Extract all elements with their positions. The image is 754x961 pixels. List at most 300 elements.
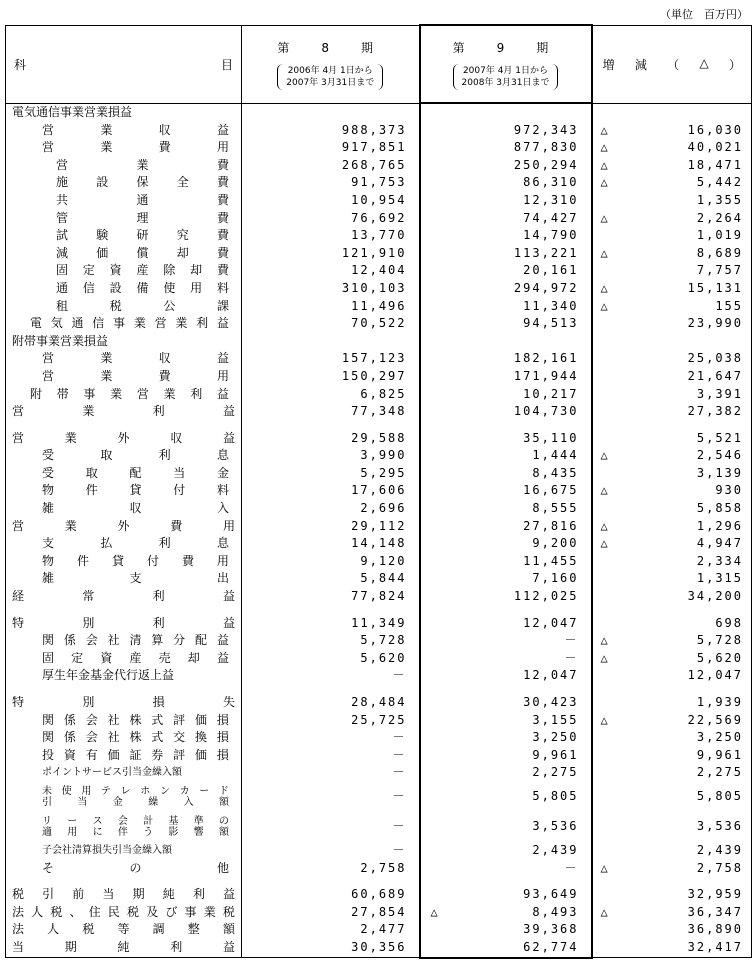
period9-value: 86,310	[420, 174, 592, 192]
row-label	[42, 747, 229, 765]
row-label	[42, 465, 229, 483]
label-char: 業	[82, 404, 95, 419]
table-header-row	[6, 25, 752, 103]
change-value: 32,959	[592, 886, 752, 904]
change-value: 5,858	[592, 500, 752, 518]
label-char: 益	[222, 589, 235, 604]
table-row	[6, 812, 752, 842]
row-label	[42, 712, 229, 730]
row-label	[42, 482, 229, 500]
period8-value: 25,725	[242, 712, 420, 730]
row-label	[56, 245, 229, 263]
label-char: 費	[216, 263, 229, 278]
change-value: 27,382	[592, 403, 752, 421]
period9-value: 2,439	[420, 842, 592, 860]
label-char: ー	[199, 785, 210, 797]
period8-range-end: 2007年 3月31日まで	[286, 77, 375, 88]
label-char: 利	[152, 615, 165, 630]
label-char: 産	[136, 263, 149, 278]
label-char: 調	[152, 922, 165, 937]
negative-mark: △	[600, 518, 608, 533]
change-header-char: △	[699, 55, 709, 70]
label-char: 人	[47, 922, 60, 937]
period9-value: 12,310	[420, 192, 592, 210]
period8-range	[277, 64, 383, 90]
negative-mark: △	[600, 860, 608, 875]
label-char: ド	[218, 785, 229, 797]
label-char: 特	[12, 615, 25, 630]
label-char: 失	[222, 695, 235, 709]
table-row	[6, 174, 752, 192]
table-row	[6, 103, 752, 122]
label-char: 益	[216, 316, 229, 331]
period9-value: 171,944	[420, 368, 592, 386]
change-value: △ 1,296	[592, 518, 752, 536]
label-char: 式	[151, 712, 164, 727]
change-value: 3,391	[592, 386, 752, 404]
label-char: ー	[67, 815, 78, 827]
label-char: 費	[216, 228, 229, 243]
label-char: 収	[158, 351, 171, 366]
row-label-cell	[6, 921, 242, 939]
change-value: △ 22,569	[592, 712, 752, 730]
label-char: 当	[102, 887, 115, 902]
table-row	[6, 403, 752, 421]
period8-value	[242, 333, 420, 351]
change-value: △ 930	[592, 482, 752, 500]
change-value: 36,890	[592, 921, 752, 939]
label-char: 業	[100, 368, 113, 383]
label-char: 外	[117, 518, 130, 533]
spacer-cell	[242, 685, 420, 694]
label-char: 券	[151, 747, 164, 762]
table-row	[6, 430, 752, 448]
period8-value: 29,112	[242, 518, 420, 536]
change-value: 2,439	[592, 842, 752, 860]
label-char: 管	[56, 210, 69, 225]
table-row	[6, 447, 752, 465]
period9-range	[453, 64, 559, 90]
row-label	[42, 764, 229, 782]
label-char: 事	[83, 386, 96, 401]
change-value: 9,961	[592, 747, 752, 765]
period8-value: 5,620	[242, 650, 420, 668]
row-label-cell	[6, 368, 242, 386]
period8-value: 3,990	[242, 447, 420, 465]
row-label	[56, 280, 229, 298]
label-char: 金	[216, 465, 229, 480]
period8-title: 第 8 期	[277, 40, 384, 55]
row-label	[42, 842, 229, 860]
period9-value: 972,343	[420, 122, 592, 140]
spacer-row	[6, 606, 752, 615]
change-header-char: （	[667, 57, 680, 72]
period9-value: 3,155	[420, 712, 592, 730]
change-value: 32,417	[592, 939, 752, 958]
row-label-line	[42, 786, 229, 797]
table-row	[6, 939, 752, 958]
table-row	[6, 139, 752, 157]
label-char: 株	[129, 730, 142, 745]
label-char: 業	[100, 351, 113, 366]
label-char: 響	[193, 826, 204, 838]
period8-value: －	[242, 729, 420, 747]
label-char: 究	[176, 228, 189, 243]
row-label-cell	[6, 886, 242, 904]
label-char: 利	[192, 887, 205, 902]
period8-value: 988,373	[242, 122, 420, 140]
label-char: 用	[216, 140, 229, 155]
change-value: 2,334	[592, 553, 752, 571]
label-char: 業	[163, 386, 176, 401]
period8-value: 12,404	[242, 262, 420, 280]
spacer-cell	[242, 877, 420, 886]
table-row	[6, 262, 752, 280]
table-row	[6, 842, 752, 860]
spacer-cell	[592, 877, 752, 886]
label-char: 当	[77, 796, 88, 808]
label-char: 営	[42, 140, 55, 155]
table-row	[6, 122, 752, 140]
row-label-cell	[6, 812, 242, 842]
label-char: 雑	[42, 501, 55, 516]
label-char: 益	[222, 887, 235, 902]
label-char: 物	[42, 483, 55, 498]
label-char: 特	[12, 695, 25, 709]
label-char: 関	[42, 712, 55, 727]
label-char: 業	[175, 316, 188, 331]
row-label-cell	[6, 262, 242, 280]
label-char: 純	[162, 887, 175, 902]
label-char: 入	[183, 796, 194, 808]
label-char: 価	[195, 712, 208, 727]
label-char: 設	[109, 280, 122, 295]
label-char: 株	[129, 712, 142, 727]
period9-value: 35,110	[420, 430, 592, 448]
row-label-cell	[6, 315, 242, 333]
row-label-cell	[6, 553, 242, 571]
change-value	[592, 103, 752, 122]
period9-value: 11,340	[420, 298, 592, 316]
label-char: 営	[42, 351, 55, 366]
subject-header-left: 科	[14, 57, 27, 72]
period8-value: 268,765	[242, 157, 420, 175]
label-char: ホ	[140, 785, 151, 797]
spacer-cell	[592, 685, 752, 694]
change-value: 5,521	[592, 430, 752, 448]
label-char: 業	[100, 122, 113, 137]
label-char: 用	[81, 785, 92, 797]
table-row	[6, 650, 752, 668]
period9-value: －	[420, 650, 592, 668]
label-char: 収	[158, 122, 171, 137]
label-char: 常	[82, 589, 95, 604]
row-label	[42, 786, 229, 808]
period8-value: 11,349	[242, 615, 420, 633]
table-row	[6, 210, 752, 228]
label-char: 支	[42, 536, 55, 551]
row-label-cell	[6, 632, 242, 650]
label-char: 備	[136, 280, 149, 295]
row-label	[56, 192, 229, 210]
label-char: 営	[12, 404, 25, 419]
label-char: 益	[222, 615, 235, 630]
label-char: 固	[56, 263, 69, 278]
row-label	[12, 104, 235, 122]
label-char: ス	[92, 815, 103, 827]
label-char: 理	[136, 210, 149, 225]
unit-label: （単位 百万円）	[660, 8, 748, 21]
change-value: 5,805	[592, 782, 752, 812]
table-row	[6, 280, 752, 298]
label-char: 固	[42, 650, 55, 665]
label-char: 産	[129, 650, 142, 665]
period8-value: 29,588	[242, 430, 420, 448]
label-char: 基	[168, 815, 179, 827]
label-char: 清	[129, 633, 142, 648]
period9-value	[420, 103, 592, 122]
period8-value: 76,692	[242, 210, 420, 228]
label-char: 却	[190, 263, 203, 278]
period8-value: 5,728	[242, 632, 420, 650]
period8-value: －	[242, 782, 420, 812]
period9-value: 39,368	[420, 921, 592, 939]
spacer-cell	[420, 421, 592, 430]
spacer-cell	[242, 606, 420, 615]
row-label-cell	[6, 764, 242, 782]
period8-value: 60,689	[242, 886, 420, 904]
label-char: 減	[56, 245, 69, 260]
row-label	[42, 447, 229, 465]
row-label	[56, 210, 229, 228]
label-char: 税	[222, 904, 235, 919]
label-char: リ	[42, 815, 52, 827]
label-char: 関	[42, 633, 55, 648]
change-value: 3,139	[592, 465, 752, 483]
label-char: 資	[63, 747, 76, 762]
income-statement-table	[5, 24, 752, 959]
row-label-cell	[6, 350, 242, 368]
label-char: 価	[107, 747, 120, 762]
row-label	[42, 553, 229, 571]
label-char: 評	[173, 712, 186, 727]
label-char: 経	[12, 589, 25, 604]
change-value: △ 2,546	[592, 447, 752, 465]
label-char: 業	[64, 518, 77, 533]
row-label-cell	[6, 298, 242, 316]
label-char: 利	[170, 940, 183, 955]
label-char: 関	[42, 730, 55, 745]
change-value: △ 18,471	[592, 157, 752, 175]
row-label-cell	[6, 210, 242, 228]
row-label-cell	[6, 729, 242, 747]
change-header-char: ）	[728, 57, 741, 72]
period8-value: －	[242, 812, 420, 842]
label-char: 計	[143, 815, 154, 827]
label-char: 利	[158, 536, 171, 551]
label-char: 入	[216, 501, 229, 516]
period9-value: 12,047	[420, 667, 592, 685]
row-label	[56, 262, 229, 280]
label-char: 業	[100, 140, 113, 155]
spacer-cell	[242, 421, 420, 430]
row-label-cell	[6, 122, 242, 140]
label-char: 附	[30, 386, 43, 401]
change-value: △ 16,030	[592, 122, 752, 140]
period9-value: －	[420, 860, 592, 878]
label-char: 出	[216, 571, 229, 586]
table-row	[6, 157, 752, 175]
row-label	[42, 860, 229, 878]
label-char: 法	[12, 922, 25, 937]
period8-value: 121,910	[242, 245, 420, 263]
row-label	[12, 694, 235, 712]
label-char: 定	[82, 263, 95, 278]
row-label-cell	[6, 904, 242, 922]
row-label	[12, 886, 235, 904]
row-label-cell	[6, 447, 242, 465]
negative-mark: △	[600, 448, 608, 463]
row-label-text: 附帯事業営業損益	[12, 333, 109, 348]
label-char: 換	[195, 730, 208, 745]
row-label	[42, 535, 229, 553]
label-char: 使	[61, 785, 72, 797]
period9-value: 877,830	[420, 139, 592, 157]
row-label	[56, 174, 229, 192]
table-row	[6, 298, 752, 316]
label-char: 分	[173, 633, 186, 648]
change-value: 23,990	[592, 315, 752, 333]
change-value: △ 5,442	[592, 174, 752, 192]
table-row	[6, 315, 752, 333]
label-char: 社	[107, 712, 120, 727]
label-char: 営	[56, 157, 69, 172]
row-label	[42, 500, 229, 518]
label-char: 業	[110, 386, 123, 401]
period8-value: 30,356	[242, 939, 420, 958]
spacer-row	[6, 421, 752, 430]
table-row	[6, 747, 752, 765]
negative-mark: △	[600, 536, 608, 551]
label-char: 利	[158, 448, 171, 463]
label-char: 帯	[56, 386, 69, 401]
label-char: 息	[216, 536, 229, 551]
label-char: 件	[76, 553, 89, 568]
table-row	[6, 500, 752, 518]
label-char: 営	[42, 122, 55, 137]
negative-mark: △	[600, 483, 608, 498]
label-char: 民	[107, 904, 120, 919]
label-char: 却	[176, 245, 189, 260]
table-body	[6, 103, 752, 958]
row-label-cell	[6, 694, 242, 712]
label-char: 利	[196, 316, 209, 331]
label-char: 費	[158, 140, 171, 155]
row-label-cell	[6, 518, 242, 536]
change-value: △ 2,758	[592, 860, 752, 878]
period8-value: 13,770	[242, 227, 420, 245]
label-char: 税	[12, 887, 25, 902]
period9-value: 14,790	[420, 227, 592, 245]
label-char: 係	[63, 712, 76, 727]
label-char: 費	[170, 518, 183, 533]
label-char: 償	[136, 245, 149, 260]
row-label	[12, 403, 235, 421]
label-char: 人	[31, 904, 44, 919]
table-row	[6, 667, 752, 685]
label-char: 適	[42, 826, 52, 838]
spacer-cell	[6, 421, 242, 430]
label-char: 設	[96, 175, 109, 190]
row-label	[56, 157, 229, 175]
label-char: 整	[187, 922, 200, 937]
label-char: 有	[85, 747, 98, 762]
label-char: 払	[100, 536, 113, 551]
table-row	[6, 694, 752, 712]
row-label	[42, 570, 229, 588]
table-row	[6, 570, 752, 588]
label-char: 別	[82, 695, 95, 709]
period8-value: 5,844	[242, 570, 420, 588]
label-char: 会	[85, 712, 98, 727]
negative-mark: △	[600, 140, 608, 155]
label-char: 係	[63, 730, 76, 745]
label-char: 純	[117, 940, 130, 955]
label-char: 営	[136, 386, 149, 401]
period8-value: 5,295	[242, 465, 420, 483]
label-char: 益	[216, 386, 229, 401]
table-row	[6, 386, 752, 404]
row-label-cell	[6, 465, 242, 483]
label-char: 影	[168, 826, 179, 838]
label-char: に	[92, 826, 103, 838]
label-char: そ	[42, 860, 55, 875]
label-char: 電	[30, 316, 43, 331]
label-char: 雑	[42, 571, 55, 586]
label-char: レ	[120, 785, 131, 797]
row-label-text: ポイントサービス引当金繰入額	[42, 767, 182, 779]
table-row	[6, 368, 752, 386]
label-char: 益	[216, 122, 229, 137]
change-value: 1,019	[592, 227, 752, 245]
row-label-cell	[6, 227, 242, 245]
period8-value: 77,824	[242, 588, 420, 606]
row-label-cell	[6, 842, 242, 860]
row-label	[30, 386, 229, 404]
label-char: 事	[184, 904, 197, 919]
period8-value: 2,477	[242, 921, 420, 939]
label-char: う	[143, 826, 154, 838]
table-row	[6, 782, 752, 812]
label-char: 営	[42, 368, 55, 383]
label-char: 用	[216, 553, 229, 568]
row-label-cell	[6, 570, 242, 588]
label-char: 取	[100, 448, 113, 463]
table-row	[6, 245, 752, 263]
label-char: 付	[173, 483, 186, 498]
label-char: 税	[50, 904, 63, 919]
row-label-cell	[6, 139, 242, 157]
period8-value: －	[242, 764, 420, 782]
change-value: △ 2,264	[592, 210, 752, 228]
label-char: 配	[129, 465, 142, 480]
row-label	[42, 368, 229, 386]
label-char: 利	[190, 386, 203, 401]
label-char: 式	[151, 730, 164, 745]
period8-value: 70,522	[242, 315, 420, 333]
label-char: 用	[216, 368, 229, 383]
period9-value: －	[420, 632, 592, 650]
